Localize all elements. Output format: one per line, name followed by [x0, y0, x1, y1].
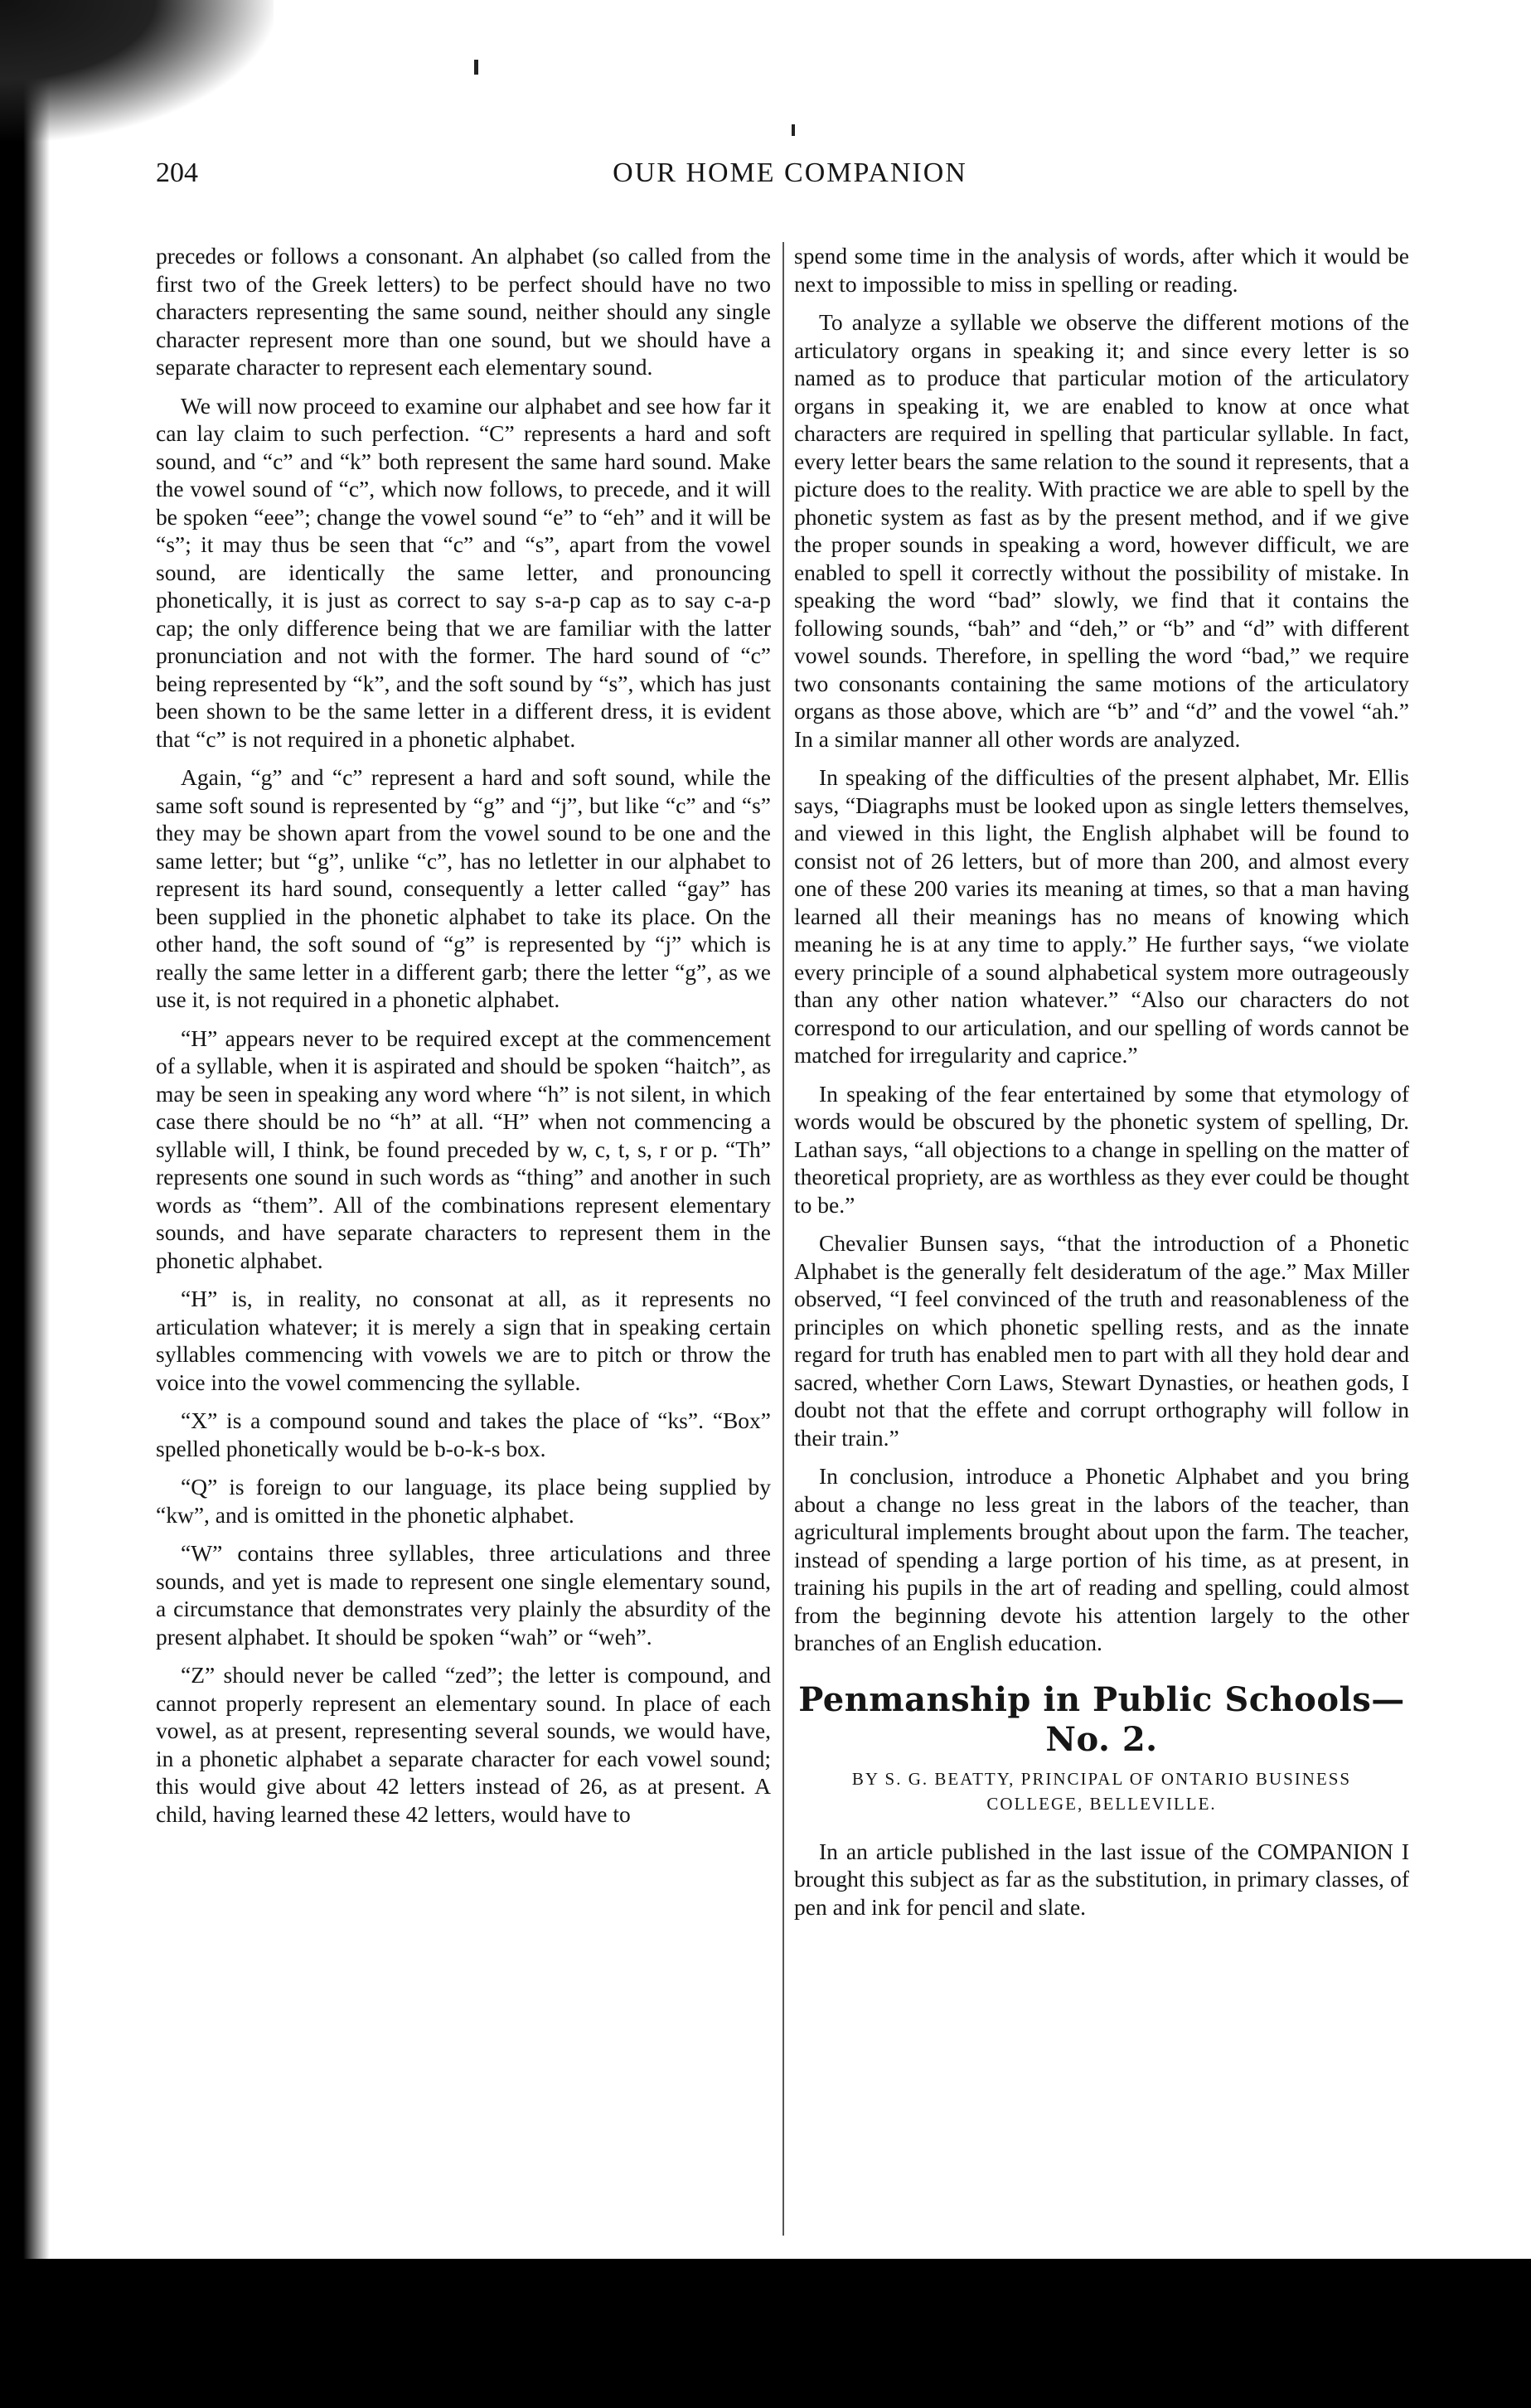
page-header	[156, 157, 1424, 199]
paragraph: In speaking of the difficulties of the present alphabet, Mr. Ellis says, “Diagraphs must be looked upon as single letters themselves, and viewed in this light, the English alphabet will be found to consist not of 26 letters, but of more than 200, and almost every one of these 200 varies its meaning at times, so that a man having learned all their meanings has no means of knowing which meaning he is at any time to apply.” He further says, “we violate every principle of a sound alphabetical system more outrageously than any other nation whatever.” “Also our characters do not correspond to our articulation, and our spelling of words cannot be matched for irregularity and caprice.”	[794, 764, 1409, 1068]
paragraph: Chevalier Bunsen says, “that the introduction of a Phonetic Alphabet is the generally felt desideratum of the age.” Max Miller observed, “I feel convinced of the truth and reasonableness of the principles on which phonetic spelling rests, and as the innate regard for truth has enabled men to part with all they hold dear and sacred, whether Corn Laws, Stewart Dynasties, or heathen gods, I doubt not that the effete and corrupt orthography will follow in their train.”	[794, 1230, 1409, 1451]
paragraph: “X” is a compound sound and takes the place of “ks”. “Box” spelled phonetically would be b-o-k-s box.	[156, 1407, 771, 1461]
scan-shadow-left	[0, 0, 50, 2408]
byline-line: COLLEGE, BELLEVILLE.	[986, 1793, 1217, 1814]
page-number: 204	[156, 157, 198, 188]
scan-shadow-top	[0, 0, 274, 141]
paragraph: In speaking of the fear entertained by some that etymology of words would be obscured by the phonetic system of spelling, Dr. Lathan says, “all objections to a change in spelling on the matter of theoretical propriety, are as worthless as they ever could be thought to be.”	[794, 1080, 1409, 1218]
paragraph: “H” appears never to be required except at the commencement of a syllable, when it is aspirated and should be spoken “haitch”, as may be seen in speaking any word where “h” is not silent, in which case there should be no “h” at all. “H” when not commencing a syllable will, I think, be found preceded by w, c, t, s, r or p. “Th” represents one sound in such words as “thing” and another in such words as “them”. All of the combinations represent elementary sounds, and have separate characters to represent them in the phonetic alphabet.	[156, 1025, 771, 1273]
left-column	[156, 242, 771, 2252]
paragraph: “Z” should never be called “zed”; the letter is compound, and cannot properly represent an elementary sound. In place of each vowel, as at present, representing several sounds, we would have, in a phonetic alphabet a separate character for each vowel sound; this would give about 42 letters instead of 26, as at present. A child, having learned these 42 letters, would have to	[156, 1662, 771, 1827]
byline-line: BY S. G. BEATTY, PRINCIPAL OF ONTARIO BUSINESS	[851, 1768, 1352, 1789]
article-title: Penmanship in Public Schools—No. 2.	[798, 1679, 1405, 1759]
paragraph: spend some time in the analysis of words, after which it would be next to impossible to miss in spelling or reading.	[794, 243, 1409, 297]
paragraph: “W” contains three syllables, three articulations and three sounds, and yet is made to represent one single elementary sound, a circumstance that demonstrates very plainly the absurdity of the present alphabet. It should be spoken “wah” or “weh”.	[156, 1540, 771, 1650]
article-byline	[794, 1766, 1409, 1816]
scan-speck	[792, 124, 795, 136]
paragraph: “Q” is foreign to our language, its place being supplied by “kw”, and is omitted in the phonetic alphabet.	[156, 1474, 771, 1528]
paragraph: To analyze a syllable we observe the different motions of the articulatory organs in speaking it; and since every letter is so named as to produce that particular motion of the articulatory organs in speaking it, we are enabled to know at once what characters are required in spelling that particular syllable. In fact, every letter bears the same relation to the sound it represents, that a picture does to the reality. With practice we are able to spell by the phonetic system as fast as by the present method, and if we give the proper sounds in speaking a word, however difficult, we are enabled to spell it correctly without the possibility of mistake. In speaking the word “bad” slowly, we find that it contains the following sounds, “bah” and “deh,” or “b” and “d” with different vowel sounds. Therefore, in spelling the word “bad,” we require two consonants containing the same motions of the articulatory organs as those above, which are “b” and “d” and the vowel “ah.” In a similar manner all other words are analyzed.	[794, 309, 1409, 752]
scan-speck	[474, 60, 478, 75]
right-column	[794, 242, 1409, 2252]
scan-shadow-bottom	[0, 2259, 1531, 2408]
running-title: OUR HOME COMPANION	[613, 157, 967, 188]
paragraph: In conclusion, introduce a Phonetic Alphabet and you bring about a change no less great in the labors of the teacher, than agricultural implements brought about upon the farm. The teacher, instead of spending a large portion of his time, as at present, in training his pupils in the art of reading and spelling, could almost from the beginning devote his attention largely to the other branches of an English education.	[794, 1463, 1409, 1655]
paragraph: In an article published in the last issue of the COMPANION I brought this subject as far as the substitution, in primary classes, of pen and ink for pencil and slate.	[794, 1838, 1409, 1920]
column-divider	[782, 242, 784, 2236]
paragraph: Again, “g” and “c” represent a hard and soft sound, while the same soft sound is represented by “g” and “j”, but like “c” and “s” they may be shown apart from the vowel sound to be one and the same letter; but “g”, unlike “c”, has no letletter in our alphabet to represent its hard sound, consequently a letter called “gay” has been supplied in the phonetic alphabet to take its place. On the other hand, the soft sound of “g” is represented by “j” which is really the same letter in a different garb; there the letter “g”, as we use it, is not required in a phonetic alphabet.	[156, 764, 771, 1012]
paragraph: precedes or follows a consonant. An alphabet (so called from the first two of the Greek letters) to be perfect should have no two characters representing the same sound, neither should any single character represent more than one sound, but we should have a separate character to represent each elementary sound.	[156, 243, 771, 380]
paragraph: “H” is, in reality, no consonat at all, as it represents no articulation whatever; it is merely a sign that in speaking certain syllables commencing with vowels we are to pitch or throw the voice into the vowel commencing the syllable.	[156, 1286, 771, 1395]
paragraph: We will now proceed to examine our alphabet and see how far it can lay claim to such perfection. “C” represents a hard and soft sound, and “c” and “k” both represent the same hard sound. Make the vowel sound of “c”, which now follows, to precede, and it will be spoken “eee”; change the vowel sound “e” to “eh” and it will be “s”; it may thus be seen that “c” and “s”, apart from the vowel sound, are identically the same letter, and pronouncing phonetically, it is just as correct to say s-a-p cap as to say c-a-p cap; the only difference being that we are familiar with the latter pronunciation and not with the former. The hard sound of “c” being represented by “k”, and the soft sound by “s”, which has just been shown to be the same letter in a different dress, it is evident that “c” is not required in a phonetic alphabet.	[156, 392, 771, 752]
